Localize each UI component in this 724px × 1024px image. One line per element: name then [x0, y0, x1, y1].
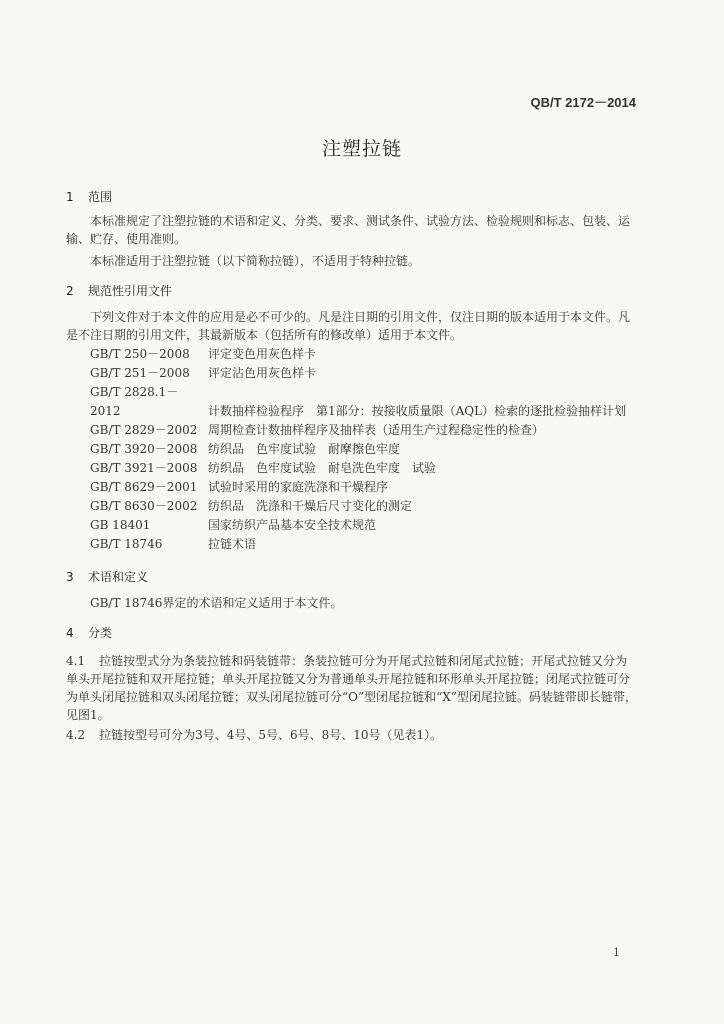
reference-item [90, 516, 638, 535]
section-title: 术语和定义 [88, 570, 149, 584]
reference-title: 周期检查计数抽样程序及抽样表（适用生产过程稳定性的检查） [208, 423, 545, 437]
reference-code: GB/T 2829－2002 [90, 423, 198, 437]
reference-code: GB/T 8630－2002 [90, 499, 198, 513]
section-3-heading [66, 568, 148, 585]
reference-item [90, 459, 638, 478]
section-2-intro: 下列文件对于本文件的应用是必不可少的。凡是注日期的引用文件，仅注日期的版本适用于本文件。凡是不注日期的引用文件，其最新版本（包括所有的修改单）适用于本文件。 [66, 310, 631, 342]
reference-title: 纺织品 色牢度试验 耐摩擦色牢度 [208, 442, 401, 456]
section-4-heading [66, 624, 112, 641]
reference-item [90, 345, 638, 364]
page-number: 1 [613, 946, 620, 959]
section-number: 1 [66, 190, 74, 204]
reference-code: GB/T 2828.1－2012 [90, 385, 179, 418]
reference-item [90, 440, 638, 459]
normative-reference-list [90, 345, 638, 554]
reference-code: GB/T 3920－2008 [90, 442, 198, 456]
section-number: 3 [66, 570, 74, 584]
standard-code: QB/T 2172－2014 [530, 95, 636, 110]
reference-item [90, 383, 638, 421]
clause-number: 4.2 [66, 728, 86, 742]
reference-title: 计数抽样检验程序 第1部分：按接收质量限（AQL）检索的逐批检验抽样计划 [208, 404, 627, 418]
section-title: 范围 [88, 190, 113, 204]
section-1-paragraph-2: 本标准适用于注塑拉链（以下简称拉链），不适用于特种拉链。 [90, 254, 421, 268]
clause-number: 4.1 [66, 654, 86, 668]
reference-code: GB/T 18746 [90, 537, 163, 551]
clause-text: 拉链按型式分为条装拉链和码装链带：条装拉链可分为开尾式拉链和闭尾式拉链；开尾式拉链又分为单头开尾拉链和双开尾拉链；单头开尾拉链又分为普通单头开尾拉链和环形单头开尾拉链；闭尾式拉链可分为单头闭尾拉链和双头闭尾拉链；双头闭尾拉链可分“O”型闭尾拉链和“X”型闭尾拉链。码装链带即长链带，见图1。 [66, 654, 637, 722]
reference-code: GB/T 250－2008 [90, 347, 190, 361]
reference-code: GB/T 3921－2008 [90, 461, 198, 475]
document-title: 注塑拉链 [321, 138, 402, 160]
reference-code: GB/T 8629－2001 [90, 480, 198, 494]
section-3-paragraph: GB/T 18746界定的术语和定义适用于本文件。 [90, 596, 343, 610]
section-1-heading [66, 188, 112, 205]
section-number: 2 [66, 284, 74, 298]
reference-code: GB/T 251－2008 [90, 366, 190, 380]
reference-title: 评定沾色用灰色样卡 [208, 366, 317, 380]
reference-title: 国家纺织产品基本安全技术规范 [208, 518, 377, 532]
reference-item [90, 421, 638, 440]
section-2-heading [66, 282, 172, 299]
reference-item [90, 478, 638, 497]
section-1-paragraph-1: 本标准规定了注塑拉链的术语和定义、分类、要求、测试条件、试验方法、检验规则和标志、包装、运输、贮存、使用准则。 [66, 214, 631, 246]
clause-4-1 [66, 652, 638, 724]
section-title: 规范性引用文件 [88, 284, 173, 298]
reference-item [90, 535, 638, 554]
reference-code: GB 18401 [90, 518, 151, 532]
section-number: 4 [66, 626, 74, 640]
clause-4-2 [66, 726, 638, 744]
reference-title: 纺织品 色牢度试验 耐皂洗色牢度 试验 [208, 461, 437, 475]
reference-title: 评定变色用灰色样卡 [208, 347, 317, 361]
reference-title: 试验时采用的家庭洗涤和干燥程序 [208, 480, 389, 494]
reference-title: 纺织品 洗涤和干燥后尺寸变化的测定 [208, 499, 413, 513]
section-title: 分类 [88, 626, 113, 640]
clause-text: 拉链按型号可分为3号、4号、5号、6号、8号、10号（见表1）。 [99, 728, 443, 742]
reference-item [90, 364, 638, 383]
reference-item [90, 497, 638, 516]
reference-title: 拉链术语 [208, 537, 257, 551]
